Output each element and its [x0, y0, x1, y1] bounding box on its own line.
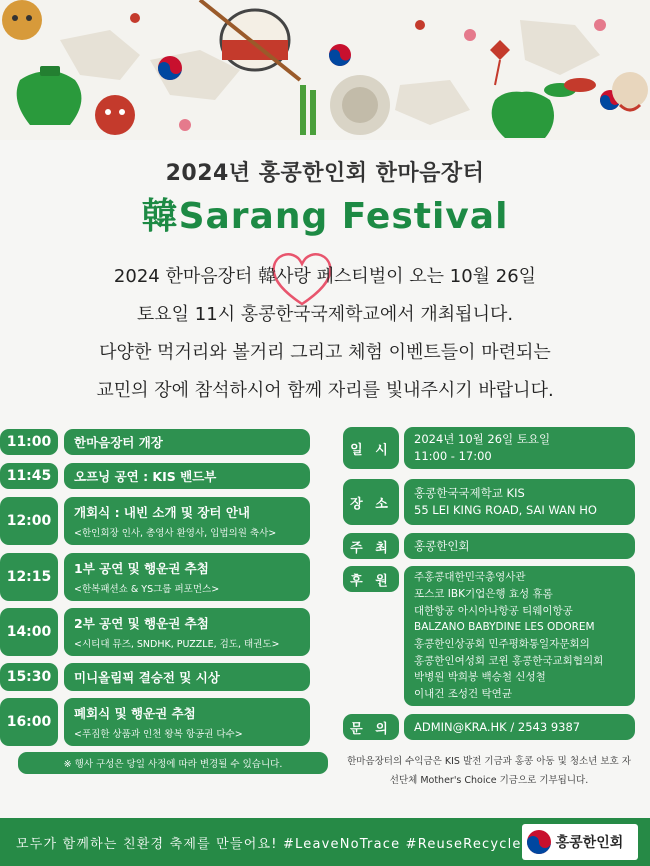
- schedule-title: 1부 공연 및 행운권 추첨: [74, 561, 209, 576]
- schedule-event: [64, 463, 310, 489]
- info-line: 홍콩한국국제학교 KIS: [414, 486, 525, 500]
- schedule-item: [0, 553, 310, 601]
- sponsor-line: 대한항공 아시아나항공 티웨이항공: [414, 604, 573, 617]
- info-line: 55 LEI KING ROAD, SAI WAN HO: [414, 503, 597, 517]
- schedule-item: [0, 608, 310, 656]
- donation-footnote: 한마음장터의 수익금은 KIS 발전 기금과 홍콩 아동 및 청소년 보호 자선단체 Mother's Choice 기금으로 기부됩니다.: [347, 756, 631, 786]
- schedule-event: [64, 698, 310, 746]
- schedule-event: [64, 429, 310, 455]
- intro-line: 다양한 먹거리와 볼거리 그리고 체험 이벤트들이 마련되는: [99, 342, 551, 363]
- info-value: [404, 427, 635, 469]
- contact-line[interactable]: ADMIN@KRA.HK / 2543 9387: [414, 719, 581, 734]
- event-headline: 2024년 홍콩한인회 한마음장터: [165, 161, 485, 186]
- sponsor-line: 홍콩한인상공회 민주평화통일자문회의: [414, 638, 590, 650]
- info-line: 2024년 10월 26일 토요일: [414, 432, 551, 446]
- schedule-subtitle: <한인회장 인사, 총영사 환영사, 입법의원 축사>: [74, 528, 277, 539]
- intro-line: 교민의 장에 참석하시어 함께 자리를 빛내주시기 바랍니다.: [96, 380, 554, 401]
- intro-text: [0, 258, 650, 410]
- schedule-event: [64, 553, 310, 601]
- info-line: 홍콩한인회: [414, 538, 470, 553]
- schedule-item: [0, 663, 310, 691]
- decorative-banner: [0, 0, 650, 140]
- info-value: [404, 714, 635, 740]
- taegeuk-icon: [526, 829, 552, 855]
- schedule-time: 11:45: [0, 463, 58, 489]
- info-value: [404, 566, 635, 706]
- festival-title: 韓Sarang Festival: [141, 196, 509, 237]
- schedule-time: 14:00: [0, 608, 58, 656]
- schedule-event: [64, 663, 310, 691]
- info-line: 11:00 - 17:00: [414, 449, 492, 463]
- info-date: [343, 427, 635, 469]
- info-label: 일 시: [343, 427, 399, 469]
- schedule-time: 12:15: [0, 553, 58, 601]
- schedule-notice: ※ 행사 구성은 당일 사정에 따라 변경될 수 있습니다.: [18, 752, 328, 774]
- intro-line: 2024 한마음장터 韓사랑 페스티벌이 오는 10월 26일: [113, 266, 537, 287]
- schedule-item: [0, 497, 310, 545]
- schedule-title: 개회식 : 내빈 소개 및 장터 안내: [74, 505, 251, 520]
- sponsor-line: 이내건 조성건 탁연균: [414, 688, 512, 701]
- footer-message: 모두가 함께하는 친환경 축제를 만들어요! #LeaveNoTrace #ReuseRecycle: [16, 836, 522, 852]
- schedule-subtitle: <한복패션쇼 & YS그룹 퍼포먼스>: [74, 584, 220, 595]
- schedule-subtitle: <시티대 뮤즈, SNDHK, PUZZLE, 검도, 태권도>: [74, 639, 280, 650]
- schedule-item: [0, 698, 310, 746]
- sponsor-line: 주홍콩대한민국총영사관: [414, 571, 526, 584]
- info-contact: [343, 714, 635, 740]
- logo-name: 홍콩한인회: [555, 835, 624, 851]
- schedule-time: 11:00: [0, 429, 58, 455]
- info-host: [343, 533, 635, 559]
- sponsor-line: BALZANO BABYDINE LES ODOREM: [414, 621, 595, 634]
- schedule-event: [64, 608, 310, 656]
- info-value: [404, 533, 635, 559]
- schedule-title: 오프닝 공연 : KIS 밴드부: [74, 469, 217, 484]
- sponsor-line: 박병원 박희봉 백승철 신성철: [414, 671, 546, 684]
- info-sponsors: [343, 566, 635, 706]
- info-value: [404, 479, 635, 525]
- schedule-title: 2부 공연 및 행운권 추첨: [74, 616, 209, 631]
- info-label: 후 원: [343, 566, 399, 592]
- schedule-time: 16:00: [0, 698, 58, 746]
- schedule-title: 폐회식 및 행운권 추첨: [74, 706, 196, 721]
- schedule-title: 한마음장터 개장: [74, 435, 163, 450]
- info-venue: [343, 479, 635, 525]
- organization-logo: [522, 824, 638, 860]
- info-label: 주 최: [343, 533, 399, 559]
- schedule-item: [0, 429, 310, 455]
- schedule-event: [64, 497, 310, 545]
- info-label: 장 소: [343, 479, 399, 525]
- schedule-title: 미니올림픽 결승전 및 시상: [74, 670, 220, 685]
- footer-bar: [0, 818, 650, 866]
- schedule-subtitle: <푸짐한 상품과 인천 왕복 항공권 다수>: [74, 729, 243, 740]
- schedule-item: [0, 463, 310, 489]
- info-label: 문 의: [343, 714, 399, 740]
- schedule-time: 12:00: [0, 497, 58, 545]
- sponsor-line: 포스코 IBK기업은행 효성 휴롬: [414, 587, 553, 600]
- schedule-time: 15:30: [0, 663, 58, 691]
- intro-line: 토요일 11시 홍콩한국국제학교에서 개최됩니다.: [136, 304, 514, 325]
- sponsor-line: 홍콩한인여성회 코윈 홍콩한국교회협의회: [414, 654, 604, 667]
